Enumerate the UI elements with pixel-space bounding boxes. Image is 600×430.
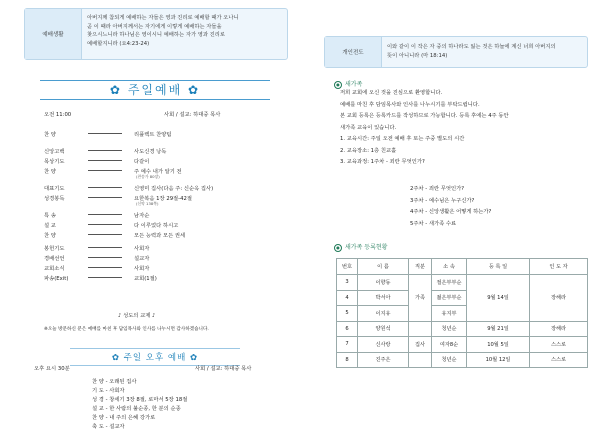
verse-line: 예배할지니라 (요4:23-24) [87,40,150,47]
afternoon-order-item [92,413,155,421]
order-item-value: 남자순 [134,213,150,219]
order-item [44,167,264,179]
evangelism-label: 개인전도 [325,37,382,67]
sunday-time: 오전 11:00 [44,112,72,118]
row-name: 진주은 [358,352,409,368]
order-item-label: 찬 양 [92,379,104,385]
table-row [337,321,588,337]
order-item-label: 신앙고백 [44,149,65,155]
week-line: 2주차 - 죄란 무엇인가? [410,186,465,192]
worship-life-box [24,8,288,60]
order-item-value: 교회(1절) [134,276,157,282]
order-item-dash: - [103,424,110,430]
col-header: 소 속 [432,259,467,275]
flower-icon: ♪ [118,313,122,319]
evangelism-verse [387,43,581,60]
order-item-value: 창세기 3장 8절, 로마서 5장 18절 [109,397,188,403]
order-item-dash [88,197,122,198]
afternoon-leader: 사회 / 설교: 하대중 목사 [195,366,252,372]
row-leader: 장해라 [530,275,588,322]
row-date: 9월 14일 [467,275,530,322]
order-item-value: 다같이 [134,159,150,165]
order-item [44,244,264,253]
order-item-label: 대표기도 [44,186,65,192]
flower-icon: ✿ [109,83,122,97]
row-number: 6 [337,321,358,337]
order-item-label: 기 도 [92,388,104,394]
order-item [44,130,264,139]
row-number: 5 [337,306,358,322]
order-item-value: 모든 능력과 모든 권세 [134,233,186,239]
row-group: 유지부 [432,306,467,322]
order-item-label: 찬 양 [44,132,56,138]
afternoon-order-item [92,404,181,412]
order-item [44,231,264,240]
order-item [44,184,264,193]
row-leader: 스스로 [530,352,588,368]
order-item-dash [88,257,122,258]
order-item-value: 설교자 [109,424,125,430]
order-item-dash [88,267,122,268]
week-line: 4주차 - 신앙생활은 어떻게 하는가? [410,209,492,215]
order-item-label: 축 도 [92,424,104,430]
edu-line: 3. 교육과정: 1주차 - 죄란 무엇인가? [340,159,425,165]
row-role [409,321,432,337]
bullet-icon: ● [334,81,342,89]
order-item-label: 찬 양 [92,415,104,421]
row-name: 신사랑 [358,337,409,353]
order-item-value: 내 주의 은혜 강가로 [109,415,156,421]
order-item-label: 봉헌기도 [44,246,65,252]
sunday-service-title: ✿ 주일예배 ✿ [109,83,201,97]
row-number: 3 [337,275,358,291]
register-heading: ● 새가족 등록현황 [334,242,387,252]
week-line: 3주차 - 예수님은 누구신가? [410,197,475,204]
order-item-dash [88,133,122,134]
order-item-value: 주 예수 내가 알기 전 [134,169,182,175]
edu-line: 2. 교육장소: 1층 친교홀 [340,147,397,154]
flower-icon: ✿ [190,353,199,363]
sunday-title-rule-bottom [40,99,270,100]
afternoon-order-item [92,386,125,394]
flower-icon: ♪ [152,313,156,319]
order-item-dash [88,277,122,278]
row-date: 10월 5일 [467,337,530,353]
order-item-value: 요한복음 1장 29절-42절 [134,196,192,202]
order-item-dash: - [103,415,110,421]
order-item-value: 설교자 [134,256,150,262]
order-item [44,221,264,230]
order-item-dash: - [103,388,110,394]
row-group: 젊은부부순 [432,290,467,306]
order-item-value: 한 사람의 불순종, 한 분의 순종 [109,406,181,412]
order-item [44,147,264,156]
week-line: 5주차 - 새가족 수료 [410,220,457,227]
row-role [409,352,432,368]
newcomer-line: 예배를 마친 후 담임목사와 인사를 나누시기를 부탁드립니다. [340,101,480,108]
evangelism-box [324,36,588,68]
flower-icon: ✿ [188,83,201,97]
order-item-value: 사도신경 낭독 [134,149,167,155]
col-header: 직분 [409,259,432,275]
order-item [44,194,264,206]
order-item-sub: (찬송가 80장) [136,174,160,179]
order-item-dash [88,170,122,171]
row-group: 여자8순 [432,337,467,353]
register-table [336,258,588,368]
worship-life-verse [87,14,281,48]
order-item-label: 파송(Exit) [44,276,69,282]
row-name: 양원석 [358,321,409,337]
blessing-line: ♪ 성도의 교제 ♪ [118,313,156,319]
verse-line: 찾으시느니라 하나님은 영이시니 예배하는 자가 영과 진리로 [87,32,226,38]
order-item-dash: - [103,406,110,412]
order-item-label: 찬 양 [44,233,56,239]
newcomer-line: 본 교회 등록은 등록카드를 작성하므로 가능합니다. 등록 후에는 4주 동안 [340,113,509,119]
verse-line: 이와 같이 이 작은 자 중의 하나라도 잃는 것은 하늘에 계신 너희 아버지의 [387,44,556,50]
order-item-value: 사회자 [134,266,150,272]
order-item-label: 찬 양 [44,169,56,175]
order-item-dash [88,234,122,235]
order-item-dash [88,247,122,248]
row-number: 4 [337,290,358,306]
order-item-label: 목상기도 [44,159,65,165]
order-item-value: 신영미 집사(다음 주: 신순옥 집사) [134,186,214,192]
table-row [337,337,588,353]
col-header: 등 록 일 [467,259,530,275]
order-item-label: 경배선언 [44,256,65,262]
col-header: 이 름 [358,259,409,275]
order-item-label: 특 송 [44,213,56,219]
order-item [44,254,264,263]
row-group: 청년순 [432,352,467,368]
order-item-value: 리플렉트 찬양팀 [134,132,172,138]
row-name: 이지유 [358,306,409,322]
afternoon-service-title: ✿ 주일 오후 예배 ✿ [111,353,199,363]
row-date: 9월 21일 [467,321,530,337]
verse-line: 아버지께 참되게 예배하는 자들은 영과 진리로 예배할 때가 오나니 [87,15,239,21]
order-item-dash [88,224,122,225]
order-item-label: 설 교 [92,406,104,412]
newcomer-line: 저희 교회에 오신 것을 진심으로 환영합니다. [340,90,443,96]
worship-life-label: 예배생활 [25,9,82,59]
order-item-value: 사회자 [134,246,150,252]
order-item-label: 설 교 [44,223,56,229]
table-row [337,275,588,291]
order-item-value: 오래된 집사 [109,379,137,385]
row-leader: 장해라 [530,321,588,337]
order-item-label: 교회소식 [44,266,65,272]
row-role: 집사 [409,337,432,353]
order-item-label: 성 경 [92,397,104,403]
newcomer-line: 새가족 교육이 있습니다. [340,124,397,131]
afternoon-order-item [92,422,125,430]
order-item-dash [88,187,122,188]
order-item-dash: - [103,397,110,403]
order-item-dash [88,150,122,151]
row-date: 10월 12일 [467,352,530,368]
table-header-row [337,259,588,275]
row-group: 청년순 [432,321,467,337]
col-header: 인 도 자 [530,259,588,275]
edu-line: 1. 교육시간: 주일 오전 예배 후 또는 주중 별도의 시간 [340,136,465,142]
afternoon-rule-top [70,348,240,349]
order-item [44,157,264,166]
order-item [44,274,264,283]
order-item [44,211,264,220]
row-name: 박서아 [358,290,409,306]
row-name: 이향동 [358,275,409,291]
col-header: 번호 [337,259,358,275]
order-item-dash [88,214,122,215]
row-leader: 스스로 [530,337,588,353]
row-number: 8 [337,352,358,368]
table-row [337,352,588,368]
order-item-sub: (신약 138쪽) [136,201,159,206]
newcomer-weeks [410,185,491,229]
afternoon-time: 오후 요시 30분 [34,366,70,372]
row-role: 가족 [409,275,432,322]
order-item-label: 성경봉독 [44,196,65,202]
visitor-note: ※오늘 방문하신 분은 예배를 마친 후 담임목사와 인사를 나누시면 감사하겠습니다. [44,327,209,332]
newcomer-intro [340,89,509,168]
verse-line: 뜻이 아니니라 (마 18:14) [387,52,448,59]
order-item [44,264,264,273]
order-item-value: 사회자 [109,388,125,394]
flower-icon: ✿ [111,353,120,363]
afternoon-order-item [92,395,187,403]
row-group: 절은부부순 [432,275,467,291]
order-item-value: 다 이루었다 하시고 [134,223,179,229]
verse-line: 곧 이 때라 아버지께서는 자기에게 이렇게 예배하는 자들을 [87,23,222,30]
afternoon-order-item [92,377,136,385]
row-number: 7 [337,337,358,353]
order-item-dash: - [103,379,110,385]
order-item-dash [88,160,122,161]
newcomer-heading: ● 새가족 [334,79,362,89]
bullet-icon: ● [334,244,342,252]
sunday-leader: 사회 / 설교: 하대중 목사 [164,112,221,118]
